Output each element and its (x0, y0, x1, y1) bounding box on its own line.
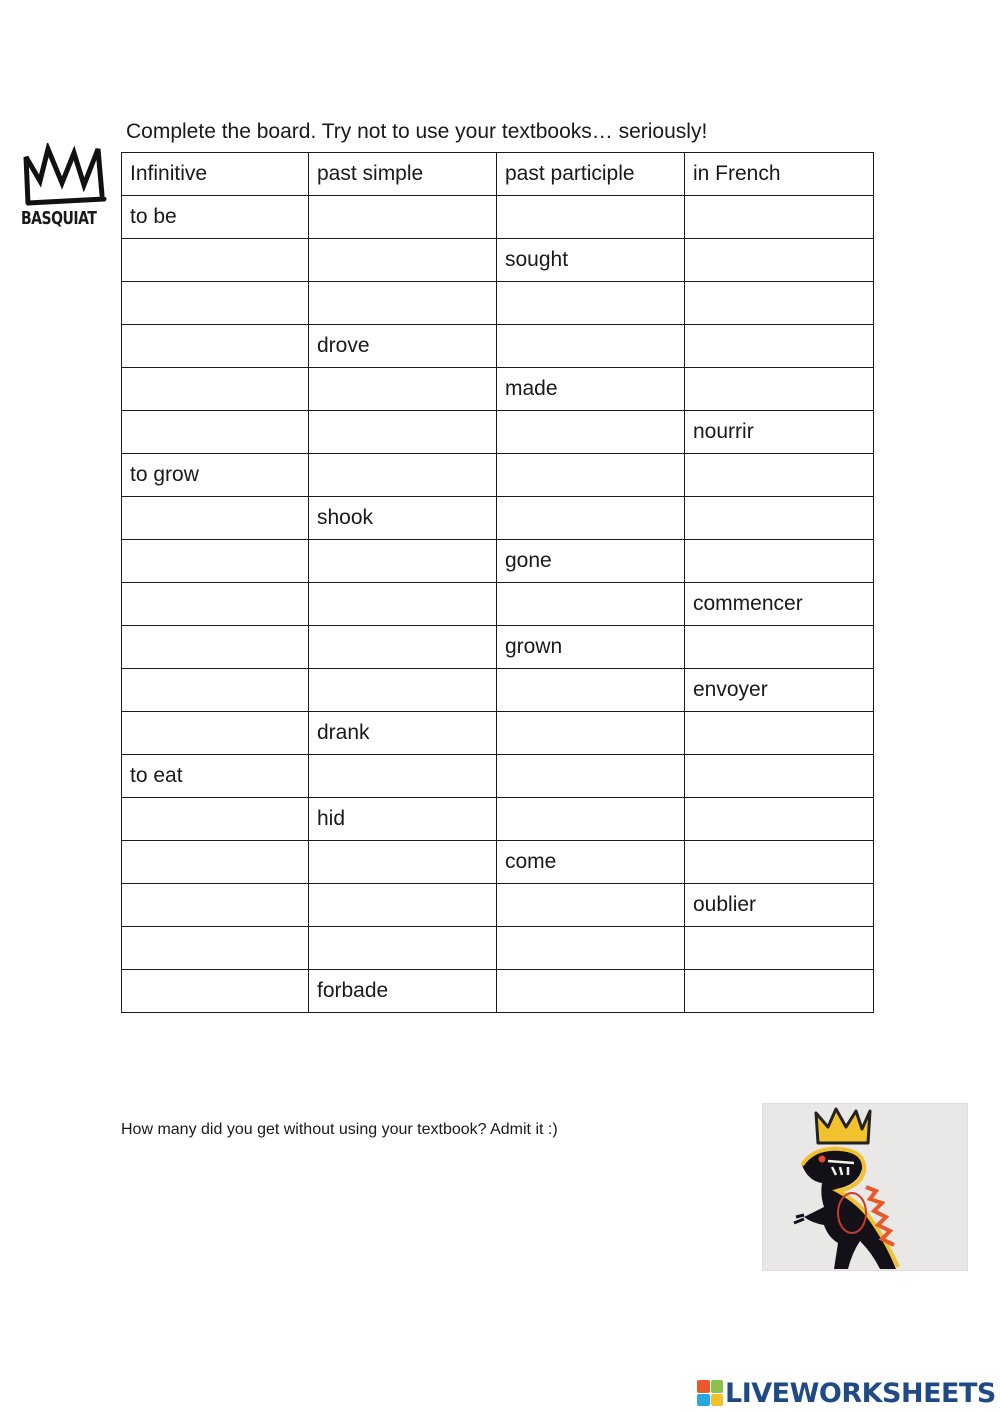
cell-past-participle: sought (497, 239, 685, 282)
table-row (122, 368, 874, 411)
cell-in-french (685, 454, 874, 497)
cell-infinitive (122, 583, 309, 626)
table-row (122, 411, 874, 454)
cell-past-participle (497, 325, 685, 368)
table-row (122, 626, 874, 669)
cell-infinitive (122, 239, 309, 282)
table-row (122, 927, 874, 970)
cell-in-french (685, 755, 874, 798)
instructions: Complete the board. Try not to use your textbooks… seriously! (126, 120, 708, 143)
table-row (122, 196, 874, 239)
table-row (122, 583, 874, 626)
cell-past-participle (497, 884, 685, 927)
cell-past-simple (309, 368, 497, 411)
cell-infinitive (122, 626, 309, 669)
cell-infinitive (122, 325, 309, 368)
cell-in-french (685, 970, 874, 1013)
cell-infinitive (122, 712, 309, 755)
cell-infinitive (122, 368, 309, 411)
cell-in-french: nourrir (685, 411, 874, 454)
basquiat-logo (18, 143, 108, 238)
cell-past-participle (497, 669, 685, 712)
cell-infinitive: to grow (122, 454, 309, 497)
cell-infinitive: to be (122, 196, 309, 239)
cell-past-participle: gone (497, 540, 685, 583)
cell-in-french (685, 497, 874, 540)
cell-past-simple: shook (309, 497, 497, 540)
table-header-row (122, 153, 874, 196)
cell-past-simple: hid (309, 798, 497, 841)
cell-past-participle (497, 497, 685, 540)
header-in-french: in French (685, 153, 874, 196)
cell-in-french: oublier (685, 884, 874, 927)
cell-in-french (685, 927, 874, 970)
cell-past-simple (309, 196, 497, 239)
cell-past-simple (309, 282, 497, 325)
cell-in-french: envoyer (685, 669, 874, 712)
cell-past-simple (309, 755, 497, 798)
cell-in-french (685, 196, 874, 239)
table-row (122, 497, 874, 540)
cell-in-french (685, 712, 874, 755)
cell-infinitive (122, 798, 309, 841)
cell-past-simple (309, 583, 497, 626)
cell-past-simple (309, 540, 497, 583)
cell-past-participle (497, 755, 685, 798)
table-row (122, 325, 874, 368)
cell-in-french (685, 626, 874, 669)
cell-infinitive (122, 970, 309, 1013)
question-text: How many did you get without using your textbook? Admit it :) (121, 1121, 558, 1138)
cell-infinitive (122, 927, 309, 970)
logo-text: BASQUIAT (21, 209, 97, 229)
cell-past-participle (497, 927, 685, 970)
cell-past-simple (309, 239, 497, 282)
cell-past-simple (309, 626, 497, 669)
cell-past-simple (309, 841, 497, 884)
cell-in-french (685, 798, 874, 841)
cell-past-participle (497, 712, 685, 755)
verb-table (121, 152, 874, 1013)
crowned-dinosaur-painting (762, 1103, 968, 1271)
cell-infinitive (122, 411, 309, 454)
table-row (122, 282, 874, 325)
table-row (122, 884, 874, 927)
cell-infinitive: to eat (122, 755, 309, 798)
table-row (122, 798, 874, 841)
cell-in-french (685, 239, 874, 282)
footer-brand (697, 1373, 996, 1413)
table-row (122, 970, 874, 1013)
cell-in-french (685, 282, 874, 325)
basquiat-painting (762, 1103, 968, 1271)
cell-infinitive (122, 884, 309, 927)
cell-past-participle (497, 196, 685, 239)
header-infinitive: Infinitive (122, 153, 309, 196)
cell-past-participle (497, 411, 685, 454)
cell-in-french (685, 540, 874, 583)
cell-infinitive (122, 841, 309, 884)
crown-icon (18, 143, 108, 209)
cell-in-french (685, 368, 874, 411)
cell-infinitive (122, 540, 309, 583)
cell-past-participle: come (497, 841, 685, 884)
cell-past-participle (497, 454, 685, 497)
liveworksheets-logo-icon (697, 1380, 723, 1406)
table-row (122, 841, 874, 884)
table-row (122, 454, 874, 497)
header-past-participle: past participle (497, 153, 685, 196)
cell-infinitive (122, 497, 309, 540)
cell-infinitive (122, 282, 309, 325)
cell-past-simple: forbade (309, 970, 497, 1013)
cell-past-simple: drove (309, 325, 497, 368)
cell-past-simple (309, 884, 497, 927)
cell-past-participle (497, 798, 685, 841)
table-row (122, 755, 874, 798)
cell-past-simple (309, 669, 497, 712)
cell-past-participle: grown (497, 626, 685, 669)
cell-infinitive (122, 669, 309, 712)
table-row (122, 669, 874, 712)
cell-past-simple (309, 454, 497, 497)
cell-past-simple (309, 411, 497, 454)
table-row (122, 712, 874, 755)
cell-past-simple: drank (309, 712, 497, 755)
header-past-simple: past simple (309, 153, 497, 196)
table-row (122, 239, 874, 282)
table-body (122, 196, 874, 1013)
cell-past-simple (309, 927, 497, 970)
cell-in-french (685, 841, 874, 884)
cell-past-participle: made (497, 368, 685, 411)
cell-in-french: commencer (685, 583, 874, 626)
cell-in-french (685, 325, 874, 368)
cell-past-participle (497, 282, 685, 325)
footer-brand-text: LIVEWORKSHEETS (725, 1377, 996, 1409)
cell-past-participle (497, 583, 685, 626)
cell-past-participle (497, 970, 685, 1013)
table-row (122, 540, 874, 583)
